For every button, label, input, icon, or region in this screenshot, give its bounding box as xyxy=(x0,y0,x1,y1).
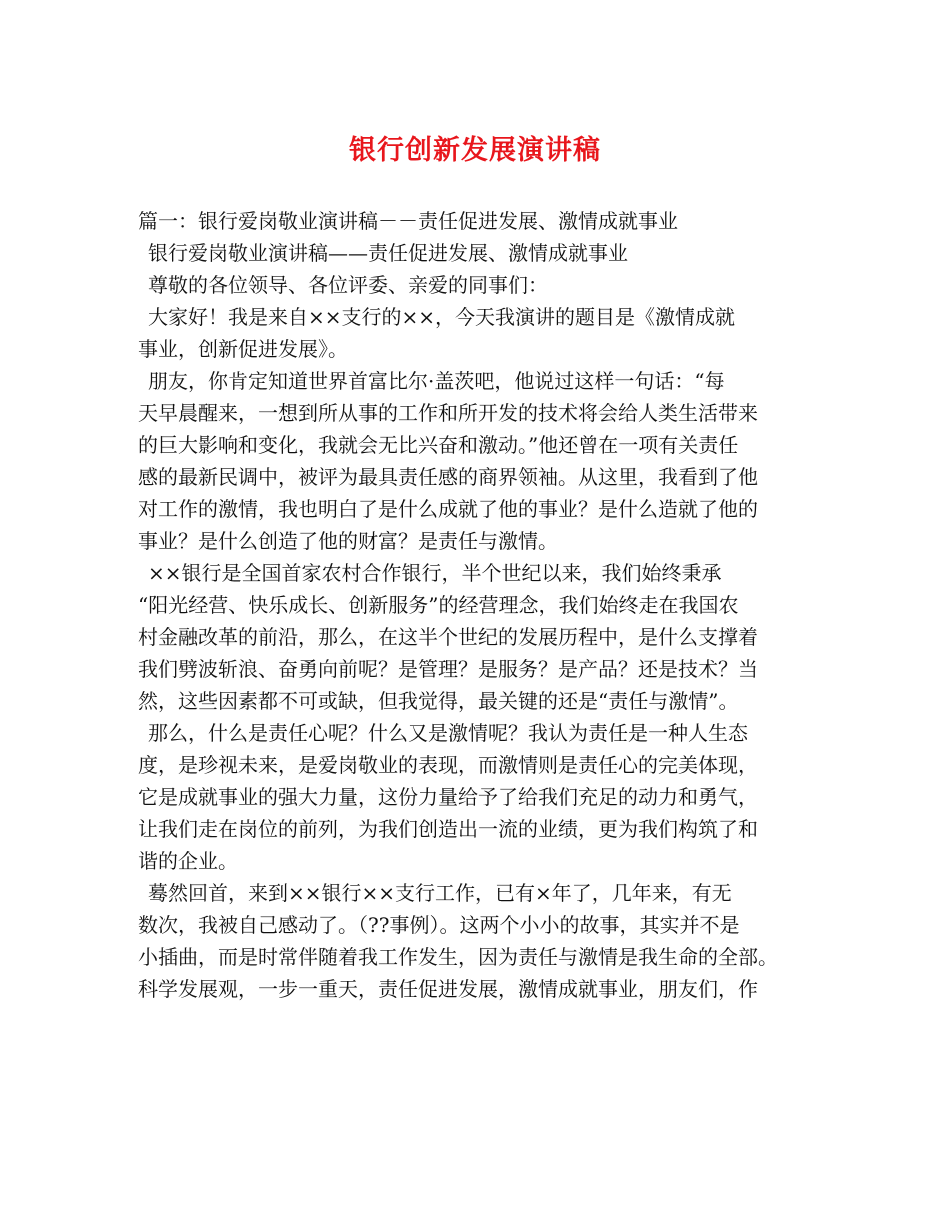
text-line: 尊敬的各位领导、各位评委、亲爱的同事们： xyxy=(148,273,548,297)
text-line: 村金融改革的前沿，那么，在这半个世纪的发展历程中，是什么支撑着 xyxy=(138,625,758,649)
text-line: 朋友，你肯定知道世界首富比尔·盖茨吧，他说过这样一句话：“每 xyxy=(148,369,725,393)
text-line: 让我们走在岗位的前列，为我们创造出一流的业绩，更为我们构筑了和 xyxy=(138,817,758,841)
text-line: 蓦然回首，来到××银行××支行工作，已有×年了，几年来，有无 xyxy=(148,881,732,905)
text-line: 度，是珍视未来，是爱岗敬业的表现，而激情则是责任心的完美体现， xyxy=(138,753,758,777)
text-line: 科学发展观，一步一重天，责任促进发展，激情成就事业，朋友们，作 xyxy=(138,977,758,1001)
text-line: 感的最新民调中，被评为最具责任感的商界领袖。从这里，我看到了他 xyxy=(138,465,758,489)
text-line: 小插曲，而是时常伴随着我工作发生，因为责任与激情是我生命的全部。 xyxy=(138,945,778,969)
text-line: 银行爱岗敬业演讲稿——责任促进发展、激情成就事业 xyxy=(148,241,628,265)
text-line: 的巨大影响和变化，我就会无比兴奋和激动。”他还曾在一项有关责任 xyxy=(138,433,739,457)
text-line: 事业，创新促进发展》。 xyxy=(138,337,348,361)
text-line: 对工作的激情，我也明白了是什么成就了他的事业？是什么造就了他的 xyxy=(138,497,758,521)
text-line: 谐的企业。 xyxy=(138,849,238,873)
text-line: ××银行是全国首家农村合作银行，半个世纪以来，我们始终秉承 xyxy=(148,561,722,585)
text-line: 然，这些因素都不可或缺，但我觉得，最关键的还是“责任与激情”。 xyxy=(138,689,739,713)
text-line: 那么，什么是责任心呢？什么又是激情呢？我认为责任是一种人生态 xyxy=(148,721,748,745)
text-line: 事业？是什么创造了他的财富？是责任与激情。 xyxy=(138,529,558,553)
text-line: 篇一：银行爱岗敬业演讲稿－－责任促进发展、激情成就事业 xyxy=(138,209,678,233)
text-line: 它是成就事业的强大力量，这份力量给予了给我们充足的动力和勇气， xyxy=(138,785,758,809)
text-line: “阳光经营、快乐成长、创新服务”的经营理念，我们始终走在我国农 xyxy=(138,593,739,617)
text-line: 我们劈波斩浪、奋勇向前呢？是管理？是服务？是产品？还是技术？当 xyxy=(138,657,758,681)
document-title: 银行创新发展演讲稿 xyxy=(349,135,601,166)
document-body xyxy=(138,205,828,1005)
text-line: 大家好！我是来自××支行的××，今天我演讲的题目是《激情成就 xyxy=(148,305,736,329)
text-line: 天早晨醒来，一想到所从事的工作和所开发的技术将会给人类生活带来 xyxy=(138,401,758,425)
text-line: 数次，我被自己感动了。（??事例）。这两个小小的故事，其实并不是 xyxy=(138,913,740,937)
